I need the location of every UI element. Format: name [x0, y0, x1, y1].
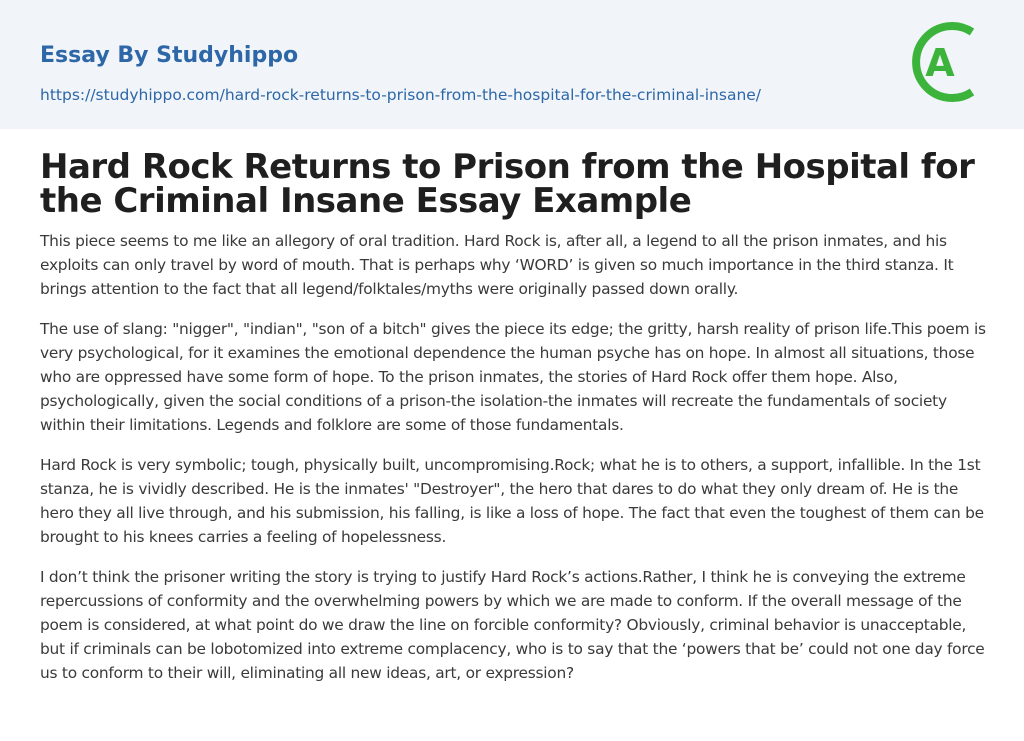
- paragraph: Hard Rock is very symbolic; tough, physically built, uncompromising.Rock; what he is to others, a support, infallible. In the 1st stanza, he is vividly described. He is the inmates' "Destroyer", the hero that dares to do what they only dream of. He is the hero they all live through, and his submission, his falling, is like a loss of hope. The fact that even the toughest of them can be brought to his knees carries a feeling of hopelessness.: [40, 456, 984, 546]
- studyhippo-logo-icon[interactable]: [912, 20, 986, 104]
- article-url-link[interactable]: https://studyhippo.com/hard-rock-returns-to-prison-from-the-hospital-for-the-criminal-insane/: [40, 86, 762, 104]
- site-title[interactable]: Essay By Studyhippo: [40, 43, 299, 68]
- paragraph: This piece seems to me like an allegory of oral tradition. Hard Rock is, after all, a legend to all the prison inmates, and his exploits can only travel by word of mouth. That is perhaps why ‘WORD’ is given so much importance in the third stanza. It brings attention to the fact that all legend/folktales/myths were originally passed down orally.: [40, 232, 954, 298]
- article-body: [40, 229, 992, 701]
- site-header: [0, 0, 1024, 129]
- logo-letter: A: [925, 41, 955, 85]
- paragraph: I don’t think the prisoner writing the story is trying to justify Hard Rock’s actions.Rather, I think he is conveying the extreme repercussions of conformity and the overwhelming powers by which we are made to conform. If the overall message of the poem is considered, at what point do we draw the line on forcible conformity? Obviously, criminal behavior is unacceptable, but if criminals can be lobotomized into extreme complacency, who is to say that the ‘powers that be’ could not one day force us to conform to their will, eliminating all new ideas, art, or expression?: [40, 568, 985, 682]
- paragraph: The use of slang: "nigger", "indian", "son of a bitch" gives the piece its edge; the gritty, harsh reality of prison life.This poem is very psychological, for it examines the emotional dependence the human psyche has on hope. In almost all situations, those who are oppressed have some form of hope. To the prison inmates, the stories of Hard Rock offer them hope. Also, psychologically, given the social conditions of a prison-the isolation-the inmates will recreate the fundamentals of society within their limitations. Legends and folklore are some of those fundamentals.: [40, 320, 986, 434]
- article-title: Hard Rock Returns to Prison from the Hospital for the Criminal Insane Essay Example: [40, 147, 975, 221]
